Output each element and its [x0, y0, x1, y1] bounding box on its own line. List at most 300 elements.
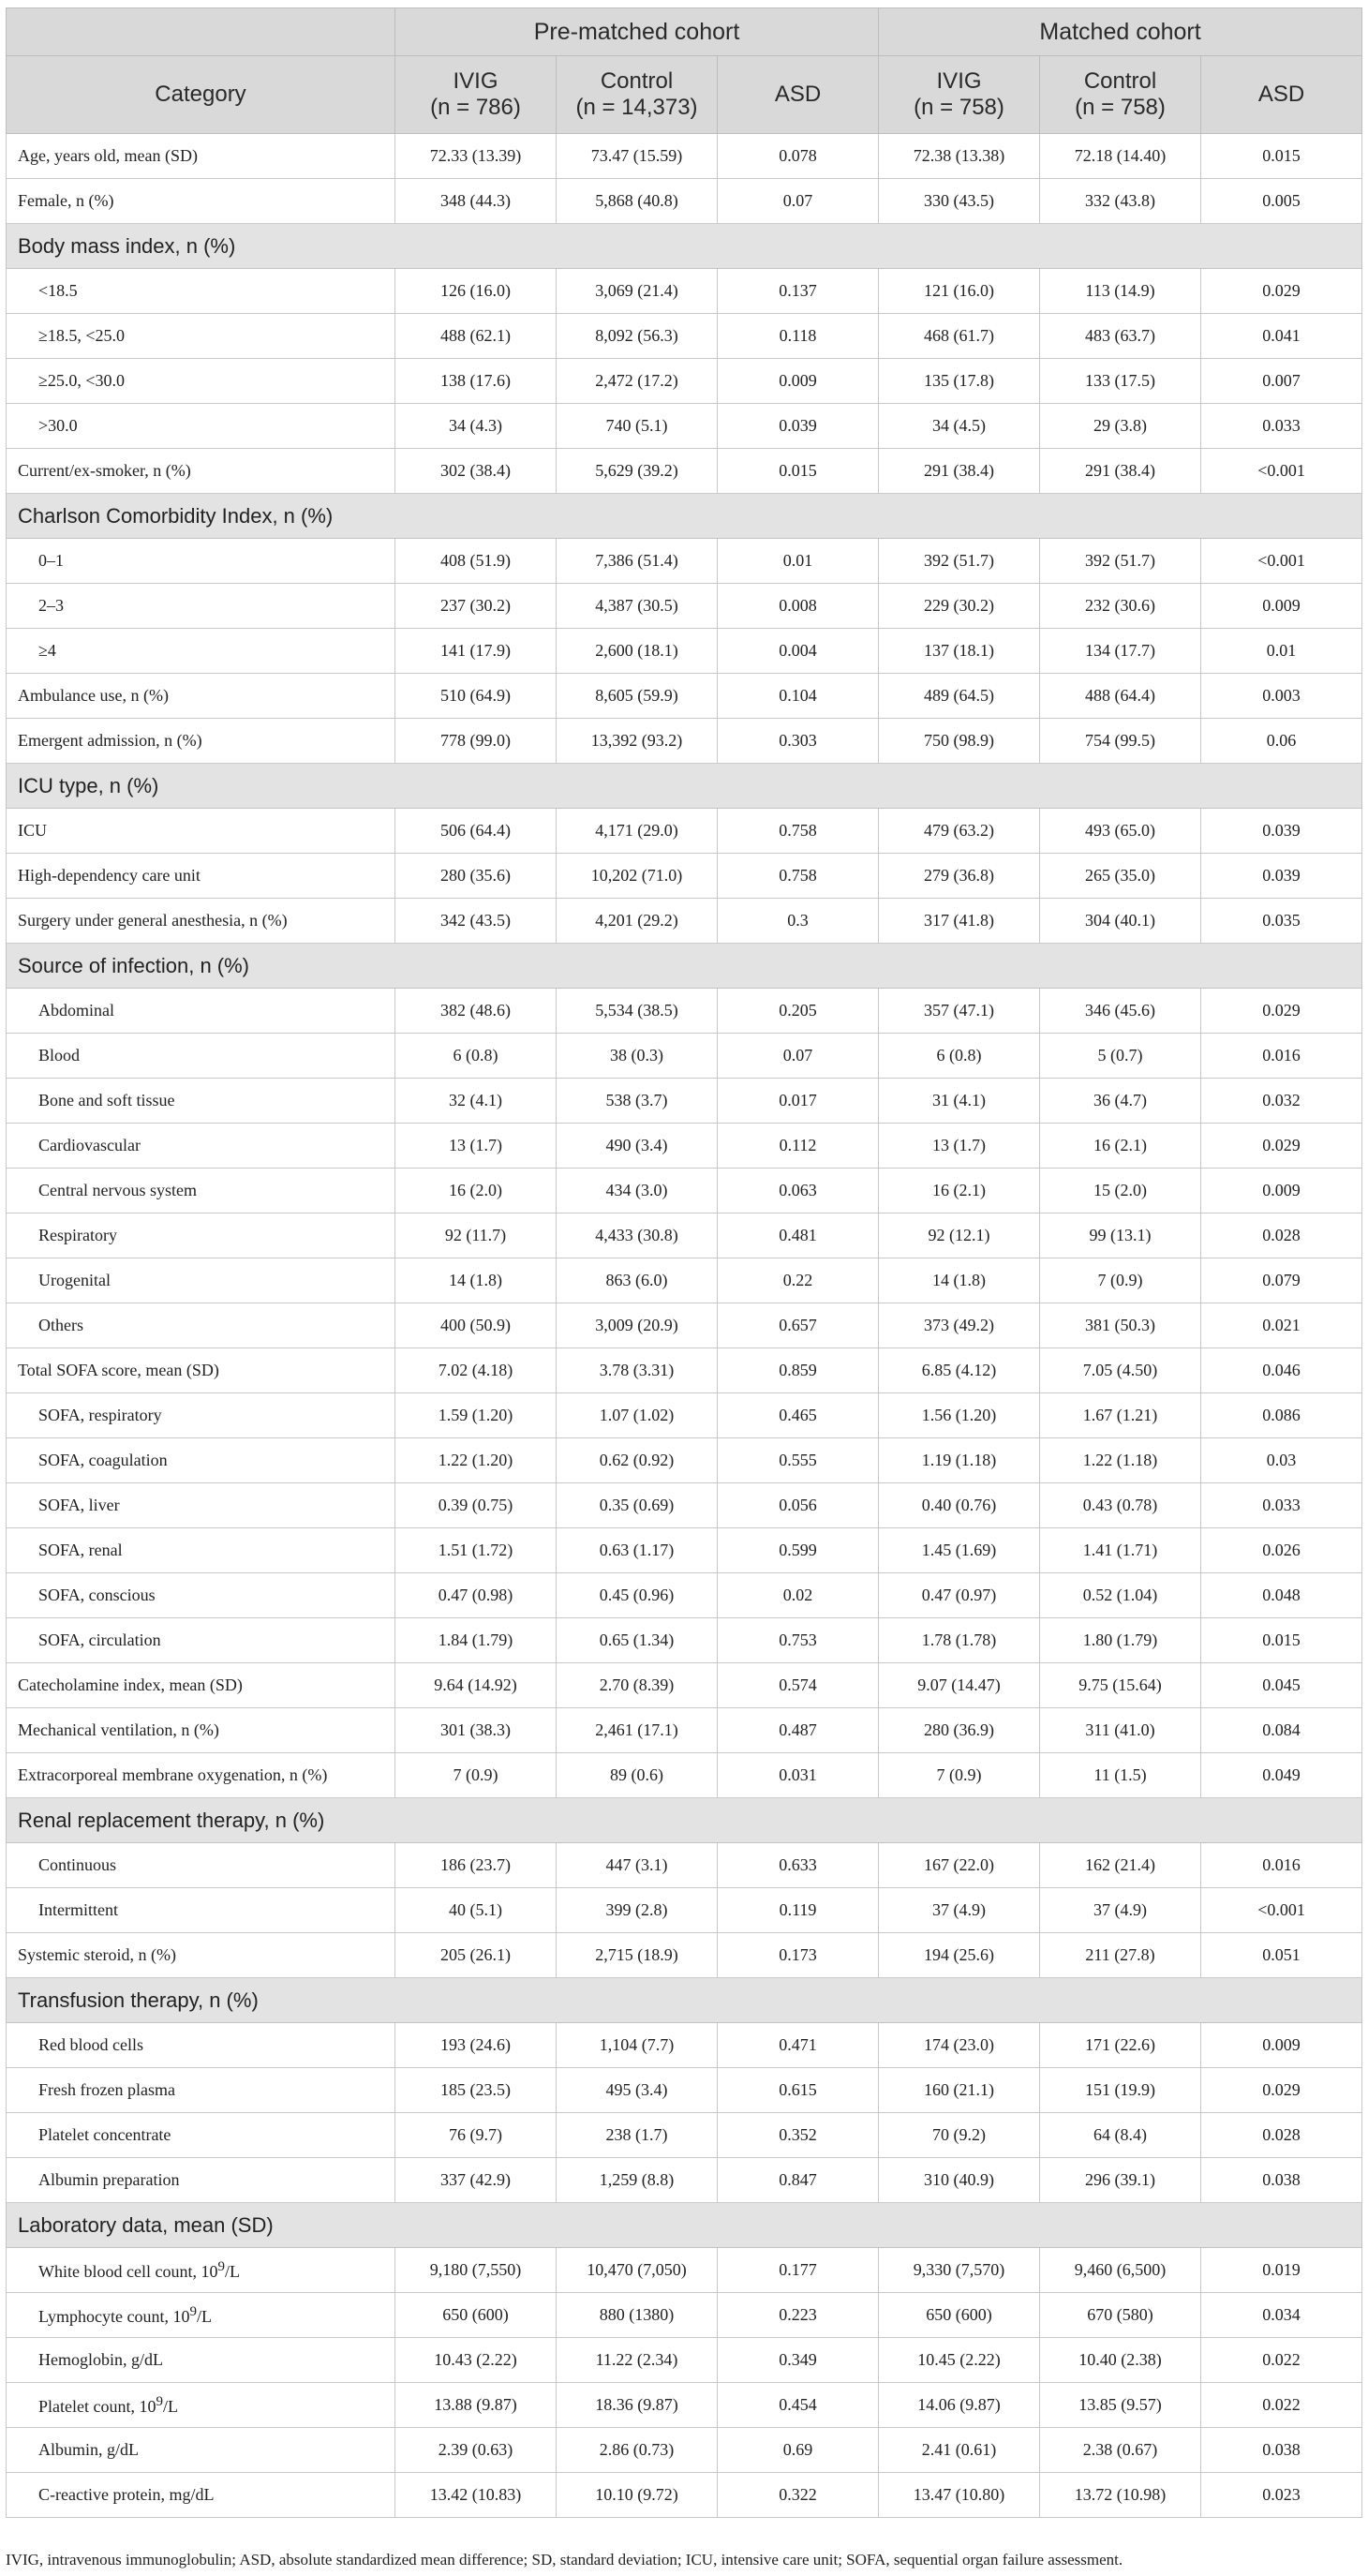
cell-pre-ivig: 6 (0.8)	[395, 1034, 557, 1079]
row-label-text: Platelet count, 10	[38, 2396, 156, 2416]
column-n: (n = 758)	[1075, 95, 1166, 120]
row-label	[7, 1483, 395, 1528]
column-name: IVIG	[453, 68, 498, 94]
cell-pre-control: 5,868 (40.8)	[557, 179, 718, 224]
cell-matched-ivig: 13 (1.7)	[879, 1124, 1040, 1169]
cell-matched-ivig: 10.45 (2.22)	[879, 2338, 1040, 2383]
cell-pre-control: 18.36 (9.87)	[557, 2383, 718, 2428]
cell-pre-control: 740 (5.1)	[557, 404, 718, 449]
cell-pre-ivig: 337 (42.9)	[395, 2158, 557, 2203]
row-label-text: Intermittent	[38, 1900, 118, 1919]
cell-pre-control: 0.63 (1.17)	[557, 1528, 718, 1573]
row-label-text: High-dependency care unit	[18, 866, 201, 885]
cell-matched-asd: 0.009	[1201, 2023, 1362, 2068]
cell-pre-ivig: 14 (1.8)	[395, 1258, 557, 1303]
cell-pre-ivig: 1.59 (1.20)	[395, 1393, 557, 1438]
cell-matched-asd: 0.015	[1201, 134, 1362, 179]
row-label-text: Emergent admission, n (%)	[18, 731, 202, 750]
row-label-text: Platelet concentrate	[38, 2125, 171, 2144]
row-label-text: 2–3	[38, 596, 64, 615]
cell-pre-asd: 0.039	[718, 404, 879, 449]
cell-pre-ivig: 280 (35.6)	[395, 854, 557, 899]
cell-matched-ivig: 229 (30.2)	[879, 584, 1040, 629]
row-label	[7, 854, 395, 899]
table-row	[7, 314, 1362, 359]
cell-matched-control: 1.41 (1.71)	[1040, 1528, 1201, 1573]
cell-matched-control: 296 (39.1)	[1040, 2158, 1201, 2203]
row-label-text: ICU	[18, 821, 47, 840]
table-row	[7, 1888, 1362, 1933]
cell-matched-ivig: 6.85 (4.12)	[879, 1348, 1040, 1393]
cell-matched-control: 488 (64.4)	[1040, 674, 1201, 719]
cell-pre-control: 1,259 (8.8)	[557, 2158, 718, 2203]
row-label	[7, 539, 395, 584]
cell-matched-control: 493 (65.0)	[1040, 809, 1201, 854]
cell-matched-ivig: 310 (40.9)	[879, 2158, 1040, 2203]
cell-pre-ivig: 506 (64.4)	[395, 809, 557, 854]
cell-matched-control: 99 (13.1)	[1040, 1214, 1201, 1258]
cell-matched-control: 29 (3.8)	[1040, 404, 1201, 449]
cell-pre-control: 238 (1.7)	[557, 2113, 718, 2158]
row-label	[7, 359, 395, 404]
cell-pre-control: 4,433 (30.8)	[557, 1214, 718, 1258]
table-row	[7, 1034, 1362, 1079]
cell-pre-control: 1,104 (7.7)	[557, 2023, 718, 2068]
cell-pre-control: 490 (3.4)	[557, 1124, 718, 1169]
cell-matched-ivig: 72.38 (13.38)	[879, 134, 1040, 179]
cell-matched-asd: <0.001	[1201, 1888, 1362, 1933]
cell-matched-asd: <0.001	[1201, 539, 1362, 584]
cell-matched-ivig: 14.06 (9.87)	[879, 2383, 1040, 2428]
row-label-text: Systemic steroid, n (%)	[18, 1945, 176, 1964]
cell-matched-control: 1.80 (1.79)	[1040, 1618, 1201, 1663]
row-label-text: SOFA, respiratory	[38, 1406, 162, 1424]
cell-matched-control: 134 (17.7)	[1040, 629, 1201, 674]
table-row	[7, 1303, 1362, 1348]
cell-pre-control: 880 (1380)	[557, 2293, 718, 2338]
cell-matched-ivig: 137 (18.1)	[879, 629, 1040, 674]
cell-matched-control: 9.75 (15.64)	[1040, 1663, 1201, 1708]
cell-pre-ivig: 13 (1.7)	[395, 1124, 557, 1169]
cell-pre-ivig: 650 (600)	[395, 2293, 557, 2338]
table-row	[7, 134, 1362, 179]
row-label-text: White blood cell count, 10	[38, 2261, 218, 2281]
cell-matched-ivig: 330 (43.5)	[879, 179, 1040, 224]
cell-matched-control: 1.22 (1.18)	[1040, 1438, 1201, 1483]
cell-matched-control: 11 (1.5)	[1040, 1753, 1201, 1798]
cell-pre-control: 495 (3.4)	[557, 2068, 718, 2113]
cell-matched-asd: 0.019	[1201, 2248, 1362, 2293]
section-header-row	[7, 494, 1362, 539]
cell-matched-control: 5 (0.7)	[1040, 1034, 1201, 1079]
cell-matched-asd: 0.086	[1201, 1393, 1362, 1438]
column-name: Control	[600, 68, 674, 94]
row-label-text: Abdominal	[38, 1001, 114, 1020]
cell-pre-ivig: 348 (44.3)	[395, 179, 557, 224]
table-row	[7, 1933, 1362, 1978]
cell-pre-control: 2,461 (17.1)	[557, 1708, 718, 1753]
row-label-text: Hemoglobin, g/dL	[38, 2350, 163, 2369]
cell-pre-control: 3.78 (3.31)	[557, 1348, 718, 1393]
cell-pre-ivig: 0.39 (0.75)	[395, 1483, 557, 1528]
cell-matched-asd: 0.023	[1201, 2473, 1362, 2518]
cell-pre-asd: 0.112	[718, 1124, 879, 1169]
cell-pre-ivig: 237 (30.2)	[395, 584, 557, 629]
cell-matched-ivig: 31 (4.1)	[879, 1079, 1040, 1124]
cell-pre-asd: 0.322	[718, 2473, 879, 2518]
cell-pre-asd: 0.615	[718, 2068, 879, 2113]
cell-matched-asd: 0.045	[1201, 1663, 1362, 1708]
section-header-label: Transfusion therapy, n (%)	[7, 1978, 1362, 2023]
table-row	[7, 989, 1362, 1034]
cell-matched-asd: 0.015	[1201, 1618, 1362, 1663]
cell-pre-asd: 0.22	[718, 1258, 879, 1303]
row-label	[7, 1573, 395, 1618]
table-row	[7, 359, 1362, 404]
cell-pre-asd: 0.07	[718, 179, 879, 224]
cell-matched-asd: 0.084	[1201, 1708, 1362, 1753]
cell-matched-control: 151 (19.9)	[1040, 2068, 1201, 2113]
cell-matched-ivig: 92 (12.1)	[879, 1214, 1040, 1258]
table-row	[7, 1843, 1362, 1888]
cell-matched-asd: 0.016	[1201, 1843, 1362, 1888]
row-label-text: Continuous	[38, 1855, 117, 1874]
row-label-text: SOFA, circulation	[38, 1630, 161, 1649]
cell-matched-control: 346 (45.6)	[1040, 989, 1201, 1034]
header-group-row	[7, 8, 1362, 56]
cell-pre-asd: 0.471	[718, 2023, 879, 2068]
cell-matched-control: 7.05 (4.50)	[1040, 1348, 1201, 1393]
cell-matched-control: 16 (2.1)	[1040, 1124, 1201, 1169]
cell-pre-asd: 0.004	[718, 629, 879, 674]
cell-pre-asd: 0.657	[718, 1303, 879, 1348]
row-label	[7, 1124, 395, 1169]
row-label-text: Current/ex-smoker, n (%)	[18, 461, 191, 480]
cell-pre-control: 73.47 (15.59)	[557, 134, 718, 179]
table-row	[7, 899, 1362, 944]
cell-pre-control: 0.45 (0.96)	[557, 1573, 718, 1618]
cell-matched-control: 381 (50.3)	[1040, 1303, 1201, 1348]
table-container	[6, 7, 1362, 2518]
cell-pre-ivig: 408 (51.9)	[395, 539, 557, 584]
cell-pre-asd: 0.349	[718, 2338, 879, 2383]
row-label	[7, 1214, 395, 1258]
row-label	[7, 1034, 395, 1079]
table-row	[7, 404, 1362, 449]
cell-pre-control: 10,202 (71.0)	[557, 854, 718, 899]
cell-matched-asd: 0.049	[1201, 1753, 1362, 1798]
cell-matched-asd: 0.021	[1201, 1303, 1362, 1348]
table-row	[7, 1258, 1362, 1303]
row-label-exponent: 9	[217, 2258, 225, 2274]
row-label-text: Cardiovascular	[38, 1136, 141, 1154]
row-label	[7, 449, 395, 494]
cell-matched-control: 13.72 (10.98)	[1040, 2473, 1201, 2518]
cell-matched-asd: 0.005	[1201, 179, 1362, 224]
cell-pre-ivig: 34 (4.3)	[395, 404, 557, 449]
column-header-category: Category	[7, 56, 395, 134]
cell-pre-ivig: 510 (64.9)	[395, 674, 557, 719]
cell-pre-control: 538 (3.7)	[557, 1079, 718, 1124]
section-header-label: Body mass index, n (%)	[7, 224, 1362, 269]
cell-pre-asd: 0.205	[718, 989, 879, 1034]
cell-pre-control: 2.70 (8.39)	[557, 1663, 718, 1708]
cell-matched-control: 304 (40.1)	[1040, 899, 1201, 944]
cell-pre-control: 0.65 (1.34)	[557, 1618, 718, 1663]
table-row	[7, 674, 1362, 719]
cell-pre-ivig: 126 (16.0)	[395, 269, 557, 314]
row-label	[7, 179, 395, 224]
table-row	[7, 1708, 1362, 1753]
cell-matched-ivig: 1.78 (1.78)	[879, 1618, 1040, 1663]
cell-pre-asd: 0.104	[718, 674, 879, 719]
cell-matched-asd: 0.041	[1201, 314, 1362, 359]
cell-pre-asd: 0.07	[718, 1034, 879, 1079]
cell-matched-asd: 0.029	[1201, 269, 1362, 314]
table-row	[7, 1528, 1362, 1573]
group-header-matched: Matched cohort	[879, 8, 1362, 56]
section-header-row	[7, 764, 1362, 809]
table-row	[7, 629, 1362, 674]
cell-matched-control: 15 (2.0)	[1040, 1169, 1201, 1214]
cell-pre-asd: 0.017	[718, 1079, 879, 1124]
cell-matched-ivig: 317 (41.8)	[879, 899, 1040, 944]
cell-matched-ivig: 1.19 (1.18)	[879, 1438, 1040, 1483]
cell-pre-control: 1.07 (1.02)	[557, 1393, 718, 1438]
cell-pre-control: 0.62 (0.92)	[557, 1438, 718, 1483]
table-row	[7, 1079, 1362, 1124]
cell-pre-ivig: 9,180 (7,550)	[395, 2248, 557, 2293]
cell-matched-ivig: 750 (98.9)	[879, 719, 1040, 764]
row-label	[7, 1933, 395, 1978]
row-label-text: Blood	[38, 1046, 81, 1065]
cell-matched-asd: 0.046	[1201, 1348, 1362, 1393]
cell-pre-asd: 0.01	[718, 539, 879, 584]
cell-matched-asd: 0.009	[1201, 1169, 1362, 1214]
row-label-text: Total SOFA score, mean (SD)	[18, 1361, 219, 1379]
table-row	[7, 179, 1362, 224]
cell-pre-ivig: 7 (0.9)	[395, 1753, 557, 1798]
row-label	[7, 1708, 395, 1753]
column-header-matched-ivig	[879, 56, 1040, 134]
cell-pre-control: 13,392 (93.2)	[557, 719, 718, 764]
cell-matched-asd: 0.033	[1201, 404, 1362, 449]
cell-matched-control: 232 (30.6)	[1040, 584, 1201, 629]
cell-pre-ivig: 193 (24.6)	[395, 2023, 557, 2068]
row-label-text: ≥18.5, <25.0	[38, 326, 126, 345]
cell-matched-control: 72.18 (14.40)	[1040, 134, 1201, 179]
row-label-text: ≥4	[38, 641, 56, 660]
section-header-label: Laboratory data, mean (SD)	[7, 2203, 1362, 2248]
row-label	[7, 719, 395, 764]
cell-matched-control: 311 (41.0)	[1040, 1708, 1201, 1753]
row-label	[7, 1663, 395, 1708]
cell-matched-ivig: 479 (63.2)	[879, 809, 1040, 854]
row-label	[7, 1079, 395, 1124]
cell-matched-asd: 0.038	[1201, 2158, 1362, 2203]
cell-matched-ivig: 468 (61.7)	[879, 314, 1040, 359]
row-label	[7, 1753, 395, 1798]
cell-pre-ivig: 16 (2.0)	[395, 1169, 557, 1214]
cell-matched-control: 0.52 (1.04)	[1040, 1573, 1201, 1618]
cell-matched-asd: 0.03	[1201, 1438, 1362, 1483]
cell-matched-asd: 0.003	[1201, 674, 1362, 719]
cell-matched-ivig: 291 (38.4)	[879, 449, 1040, 494]
row-label-text: Mechanical ventilation, n (%)	[18, 1720, 219, 1739]
row-label	[7, 2383, 395, 2428]
table-row	[7, 269, 1362, 314]
baseline-characteristics-table	[6, 7, 1362, 2518]
cell-matched-control: 64 (8.4)	[1040, 2113, 1201, 2158]
row-label-text: Age, years old, mean (SD)	[18, 146, 198, 165]
cell-pre-control: 3,069 (21.4)	[557, 269, 718, 314]
cell-matched-ivig: 6 (0.8)	[879, 1034, 1040, 1079]
row-label	[7, 1348, 395, 1393]
cell-pre-control: 2,715 (18.9)	[557, 1933, 718, 1978]
cell-matched-control: 171 (22.6)	[1040, 2023, 1201, 2068]
header-blank-cell	[7, 8, 395, 56]
row-label	[7, 629, 395, 674]
table-row	[7, 2338, 1362, 2383]
column-header-pre-ivig	[395, 56, 557, 134]
section-header-label: ICU type, n (%)	[7, 764, 1362, 809]
cell-pre-asd: 0.177	[718, 2248, 879, 2293]
cell-pre-ivig: 302 (38.4)	[395, 449, 557, 494]
table-body	[7, 134, 1362, 2518]
cell-matched-ivig: 392 (51.7)	[879, 539, 1040, 584]
cell-pre-ivig: 778 (99.0)	[395, 719, 557, 764]
cell-pre-ivig: 1.84 (1.79)	[395, 1618, 557, 1663]
table-row	[7, 2293, 1362, 2338]
row-label-text: SOFA, coagulation	[38, 1451, 168, 1469]
cell-pre-asd: 0.847	[718, 2158, 879, 2203]
cell-matched-control: 36 (4.7)	[1040, 1079, 1201, 1124]
cell-pre-control: 434 (3.0)	[557, 1169, 718, 1214]
cell-pre-control: 2,472 (17.2)	[557, 359, 718, 404]
table-row	[7, 1438, 1362, 1483]
cell-pre-ivig: 301 (38.3)	[395, 1708, 557, 1753]
row-label	[7, 2338, 395, 2383]
table-row	[7, 2113, 1362, 2158]
row-label-text: SOFA, renal	[38, 1541, 123, 1559]
column-header-matched-control	[1040, 56, 1201, 134]
cell-pre-ivig: 40 (5.1)	[395, 1888, 557, 1933]
row-label-text: Lymphocyte count, 10	[38, 2306, 190, 2326]
column-name: ASD	[774, 82, 822, 107]
table-row	[7, 1393, 1362, 1438]
table-row	[7, 2158, 1362, 2203]
cell-matched-ivig: 1.56 (1.20)	[879, 1393, 1040, 1438]
cell-matched-asd: 0.079	[1201, 1258, 1362, 1303]
cell-pre-ivig: 10.43 (2.22)	[395, 2338, 557, 2383]
row-label	[7, 2068, 395, 2113]
cell-pre-asd: 0.015	[718, 449, 879, 494]
section-header-row	[7, 1978, 1362, 2023]
section-header-row	[7, 224, 1362, 269]
row-label-text: SOFA, liver	[38, 1496, 120, 1514]
table-row	[7, 719, 1362, 764]
table-row	[7, 2383, 1362, 2428]
table-row	[7, 584, 1362, 629]
cell-pre-ivig: 488 (62.1)	[395, 314, 557, 359]
cell-pre-asd: 0.758	[718, 809, 879, 854]
table-row	[7, 2023, 1362, 2068]
table-row	[7, 1124, 1362, 1169]
row-label-text: Surgery under general anesthesia, n (%)	[18, 911, 288, 930]
column-name: IVIG	[936, 68, 982, 94]
cell-pre-ivig: 382 (48.6)	[395, 989, 557, 1034]
cell-matched-ivig: 7 (0.9)	[879, 1753, 1040, 1798]
cell-matched-ivig: 160 (21.1)	[879, 2068, 1040, 2113]
cell-pre-ivig: 7.02 (4.18)	[395, 1348, 557, 1393]
cell-pre-ivig: 32 (4.1)	[395, 1079, 557, 1124]
cell-matched-control: 162 (21.4)	[1040, 1843, 1201, 1888]
row-label-text: Respiratory	[38, 1226, 117, 1244]
cell-matched-ivig: 373 (49.2)	[879, 1303, 1040, 1348]
row-label-text: Ambulance use, n (%)	[18, 686, 169, 705]
cell-pre-ivig: 2.39 (0.63)	[395, 2428, 557, 2473]
column-name: ASD	[1257, 82, 1305, 107]
cell-matched-control: 9,460 (6,500)	[1040, 2248, 1201, 2293]
section-header-label: Source of infection, n (%)	[7, 944, 1362, 989]
cell-matched-ivig: 9.07 (14.47)	[879, 1663, 1040, 1708]
cell-matched-ivig: 121 (16.0)	[879, 269, 1040, 314]
cell-pre-control: 89 (0.6)	[557, 1753, 718, 1798]
row-label-text: Extracorporeal membrane oxygenation, n (%)	[18, 1765, 328, 1784]
cell-pre-asd: 0.137	[718, 269, 879, 314]
cell-matched-control: 332 (43.8)	[1040, 179, 1201, 224]
cell-pre-asd: 0.487	[718, 1708, 879, 1753]
cell-matched-ivig: 135 (17.8)	[879, 359, 1040, 404]
cell-pre-control: 10.10 (9.72)	[557, 2473, 718, 2518]
cell-pre-asd: 0.119	[718, 1888, 879, 1933]
row-label	[7, 584, 395, 629]
cell-pre-asd: 0.056	[718, 1483, 879, 1528]
row-label	[7, 674, 395, 719]
cell-matched-control: 13.85 (9.57)	[1040, 2383, 1201, 2428]
table-row	[7, 1169, 1362, 1214]
cell-matched-asd: 0.028	[1201, 2113, 1362, 2158]
row-label	[7, 2113, 395, 2158]
cell-matched-ivig: 9,330 (7,570)	[879, 2248, 1040, 2293]
cell-pre-ivig: 400 (50.9)	[395, 1303, 557, 1348]
cell-pre-ivig: 92 (11.7)	[395, 1214, 557, 1258]
row-label-text: C-reactive protein, mg/dL	[38, 2485, 215, 2504]
cell-matched-asd: 0.029	[1201, 2068, 1362, 2113]
cell-pre-asd: 0.031	[718, 1753, 879, 1798]
table-row	[7, 2248, 1362, 2293]
row-label	[7, 899, 395, 944]
row-label	[7, 989, 395, 1034]
cell-pre-control: 7,386 (51.4)	[557, 539, 718, 584]
row-label	[7, 1528, 395, 1573]
cell-pre-asd: 0.555	[718, 1438, 879, 1483]
cell-pre-asd: 0.078	[718, 134, 879, 179]
cell-matched-asd: 0.022	[1201, 2383, 1362, 2428]
row-label-unit: /L	[224, 2261, 240, 2281]
cell-matched-asd: 0.028	[1201, 1214, 1362, 1258]
cell-matched-control: 265 (35.0)	[1040, 854, 1201, 899]
row-label	[7, 1618, 395, 1663]
cell-matched-control: 113 (14.9)	[1040, 269, 1201, 314]
cell-matched-asd: 0.035	[1201, 899, 1362, 944]
cell-matched-control: 291 (38.4)	[1040, 449, 1201, 494]
cell-matched-asd: <0.001	[1201, 449, 1362, 494]
cell-pre-asd: 0.599	[718, 1528, 879, 1573]
cell-matched-asd: 0.039	[1201, 809, 1362, 854]
table-row	[7, 1348, 1362, 1393]
row-label-text: Others	[38, 1316, 83, 1334]
